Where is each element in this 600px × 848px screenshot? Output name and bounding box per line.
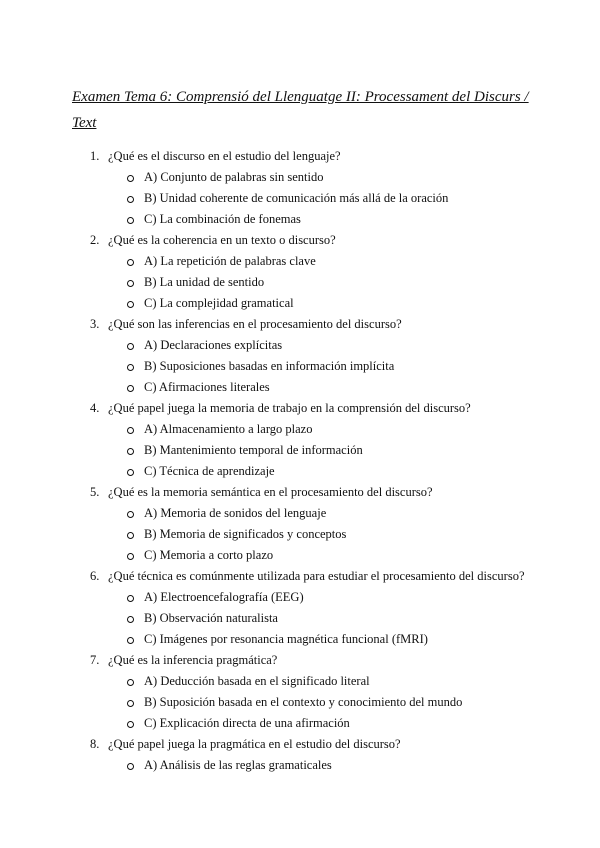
circle-bullet-icon [127, 364, 134, 371]
option-c [0, 293, 600, 314]
option-text: C) La complejidad gramatical [144, 296, 294, 310]
option-b [0, 524, 600, 545]
circle-bullet-icon [127, 511, 134, 518]
option-a [0, 755, 600, 776]
question-3 [0, 314, 600, 398]
option-list [0, 167, 600, 230]
question-text: ¿Qué es la memoria semántica en el procesamiento del discurso? [108, 485, 433, 499]
circle-bullet-icon [127, 763, 134, 770]
option-a [0, 251, 600, 272]
option-c [0, 209, 600, 230]
option-text: A) Almacenamiento a largo plazo [144, 422, 313, 436]
circle-bullet-icon [127, 175, 134, 182]
circle-bullet-icon [127, 196, 134, 203]
question-number: 7. [90, 653, 100, 667]
option-c [0, 629, 600, 650]
option-a [0, 167, 600, 188]
option-list [0, 251, 600, 314]
option-text: A) Declaraciones explícitas [144, 338, 283, 352]
option-list [0, 755, 600, 776]
question-number: 2. [90, 233, 100, 247]
question-text: ¿Qué es la inferencia pragmática? [108, 653, 278, 667]
circle-bullet-icon [127, 637, 134, 644]
option-b [0, 692, 600, 713]
option-a [0, 503, 600, 524]
question-number: 3. [90, 317, 100, 331]
circle-bullet-icon [127, 301, 134, 308]
question-number: 5. [90, 485, 100, 499]
question-6 [0, 566, 600, 650]
question-text: ¿Qué papel juega la memoria de trabajo en la comprensión del discurso? [108, 401, 471, 415]
option-text: B) Unidad coherente de comunicación más allá de la oración [144, 191, 449, 205]
question-line [0, 146, 600, 167]
circle-bullet-icon [127, 343, 134, 350]
option-list [0, 587, 600, 650]
option-c [0, 377, 600, 398]
option-text: C) La combinación de fonemas [144, 212, 301, 226]
option-text: C) Afirmaciones literales [144, 380, 270, 394]
option-c [0, 545, 600, 566]
option-a [0, 419, 600, 440]
circle-bullet-icon [127, 469, 134, 476]
question-line [0, 650, 600, 671]
circle-bullet-icon [127, 532, 134, 539]
question-text: ¿Qué son las inferencias en el procesamiento del discurso? [108, 317, 402, 331]
option-text: B) Suposiciones basadas en información implícita [144, 359, 395, 373]
circle-bullet-icon [127, 217, 134, 224]
question-7 [0, 650, 600, 734]
option-text: B) Suposición basada en el contexto y conocimiento del mundo [144, 695, 463, 709]
question-text: ¿Qué es el discurso en el estudio del lenguaje? [108, 149, 341, 163]
question-number: 6. [90, 569, 100, 583]
option-text: A) La repetición de palabras clave [144, 254, 316, 268]
option-c [0, 461, 600, 482]
question-line [0, 314, 600, 335]
option-text: A) Conjunto de palabras sin sentido [144, 170, 324, 184]
option-list [0, 419, 600, 482]
option-list [0, 335, 600, 398]
question-number: 4. [90, 401, 100, 415]
question-text: ¿Qué es la coherencia en un texto o discurso? [108, 233, 336, 247]
question-line [0, 398, 600, 419]
option-b [0, 440, 600, 461]
question-number: 1. [90, 149, 100, 163]
circle-bullet-icon [127, 448, 134, 455]
circle-bullet-icon [127, 259, 134, 266]
question-line [0, 734, 600, 755]
circle-bullet-icon [127, 721, 134, 728]
question-number: 8. [90, 737, 100, 751]
question-text: ¿Qué técnica es comúnmente utilizada para estudiar el procesamiento del discurso? [108, 569, 525, 583]
option-text: B) Memoria de significados y conceptos [144, 527, 347, 541]
option-b [0, 188, 600, 209]
option-a [0, 335, 600, 356]
option-a [0, 671, 600, 692]
option-c [0, 713, 600, 734]
page-title: Examen Tema 6: Comprensió del Llenguatge II: Processament del Discurs / Text [72, 89, 529, 131]
option-b [0, 272, 600, 293]
option-text: B) Observación naturalista [144, 611, 278, 625]
option-text: A) Electroencefalografía (EEG) [144, 590, 304, 604]
circle-bullet-icon [127, 679, 134, 686]
question-4 [0, 398, 600, 482]
option-text: C) Explicación directa de una afirmación [144, 716, 350, 730]
option-text: C) Imágenes por resonancia magnética funcional (fMRI) [144, 632, 428, 646]
circle-bullet-icon [127, 700, 134, 707]
question-list [0, 146, 600, 776]
question-line [0, 566, 600, 587]
question-text: ¿Qué papel juega la pragmática en el estudio del discurso? [108, 737, 401, 751]
option-list [0, 503, 600, 566]
option-text: C) Memoria a corto plazo [144, 548, 274, 562]
circle-bullet-icon [127, 553, 134, 560]
circle-bullet-icon [127, 385, 134, 392]
question-1 [0, 146, 600, 230]
question-line [0, 482, 600, 503]
option-b [0, 608, 600, 629]
question-5 [0, 482, 600, 566]
option-a [0, 587, 600, 608]
option-list [0, 671, 600, 734]
option-text: A) Deducción basada en el significado literal [144, 674, 370, 688]
option-b [0, 356, 600, 377]
circle-bullet-icon [127, 280, 134, 287]
circle-bullet-icon [127, 427, 134, 434]
circle-bullet-icon [127, 595, 134, 602]
option-text: C) Técnica de aprendizaje [144, 464, 275, 478]
circle-bullet-icon [127, 616, 134, 623]
option-text: B) Mantenimiento temporal de información [144, 443, 363, 457]
question-2 [0, 230, 600, 314]
question-8 [0, 734, 600, 776]
question-line [0, 230, 600, 251]
option-text: B) La unidad de sentido [144, 275, 265, 289]
option-text: A) Análisis de las reglas gramaticales [144, 758, 332, 772]
option-text: A) Memoria de sonidos del lenguaje [144, 506, 327, 520]
